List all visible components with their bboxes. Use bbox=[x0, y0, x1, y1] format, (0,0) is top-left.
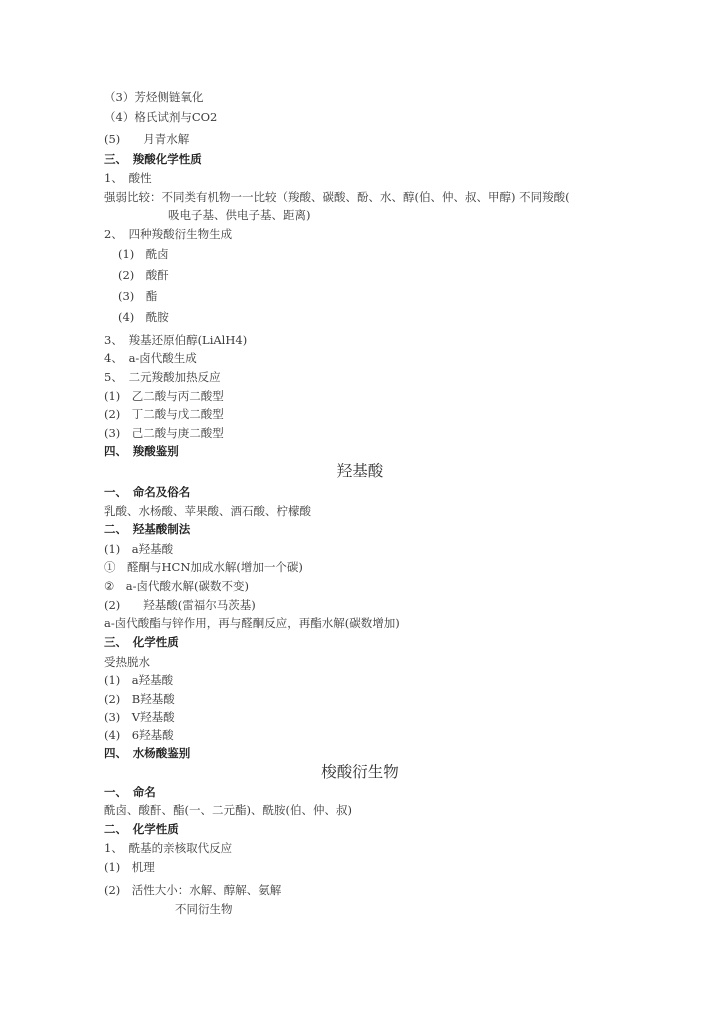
section-heading: 四、 羧酸鉴别 bbox=[104, 444, 179, 458]
list-item: (4) 酰胺 bbox=[118, 310, 169, 324]
list-item: (2) 酸酐 bbox=[118, 268, 169, 282]
text-line: 2、 四种羧酸衍生物生成 bbox=[104, 227, 233, 241]
section-heading: 四、 水杨酸鉴别 bbox=[104, 746, 191, 760]
list-item: (2) B羟基酸 bbox=[104, 692, 175, 706]
text-line: 5、 二元羧酸加热反应 bbox=[104, 370, 221, 384]
list-item: (2) 丁二酸与戊二酸型 bbox=[104, 407, 224, 421]
section-heading: 三、 羧酸化学性质 bbox=[104, 152, 202, 166]
text-line: 酰卤、酸酐、酯(一、二元酯)、酰胺(伯、仲、叔) bbox=[104, 803, 352, 817]
list-item: (1) a羟基酸 bbox=[104, 542, 174, 556]
section-heading: 二、 化学性质 bbox=[104, 822, 179, 836]
text-line: 3、 羧基还原伯醇(LiAlH4) bbox=[104, 333, 248, 347]
section-title: 羟基酸 bbox=[336, 462, 384, 480]
section-heading: 二、 羟基酸制法 bbox=[104, 522, 191, 536]
list-item: (3) V羟基酸 bbox=[104, 710, 175, 724]
list-item: (2) 羟基酸(雷福尔马茨基) bbox=[104, 598, 256, 612]
text-line: 乳酸、水杨酸、苹果酸、酒石酸、柠檬酸 bbox=[104, 504, 311, 518]
list-item: (3) 己二酸与庚二酸型 bbox=[104, 426, 224, 440]
text-line: 4、 a-卤代酸生成 bbox=[104, 351, 197, 365]
list-item: (1) 机理 bbox=[104, 860, 155, 874]
list-item: (1) 酰卤 bbox=[118, 247, 169, 261]
text-line: 强弱比较：不同类有机物一一比较（羧酸、碳酸、酚、水、醇(伯、仲、叔、甲醇) 不同羧酸( bbox=[104, 190, 570, 204]
list-item: (2) 活性大小：水解、醇解、氨解 bbox=[104, 883, 282, 897]
text-line: a-卤代酸酯与锌作用，再与醛酮反应，再酯水解(碳数增加) bbox=[104, 616, 400, 630]
list-item: (4) 6羟基酸 bbox=[104, 728, 174, 742]
section-heading: 一、 命名 bbox=[104, 785, 156, 799]
text-line: 不同衍生物 bbox=[175, 902, 233, 916]
list-item: ① 醛酮与HCN加成水解(增加一个碳) bbox=[104, 560, 303, 574]
list-item: (3) 酯 bbox=[118, 289, 158, 303]
text-line: 受热脱水 bbox=[104, 655, 150, 669]
section-title: 梭酸衍生物 bbox=[321, 763, 399, 781]
list-item: (1) 乙二酸与丙二酸型 bbox=[104, 389, 224, 403]
text-line: 吸电子基、供电子基、距离) bbox=[168, 208, 311, 222]
text-line: (5) 月青水解 bbox=[104, 132, 190, 146]
text-line: 1、 酸性 bbox=[104, 171, 152, 185]
text-line: 1、 酰基的亲核取代反应 bbox=[104, 841, 233, 855]
text-line: （4）格氏试剂与CO2 bbox=[104, 110, 218, 124]
list-item: ② a-卤代酸水解(碳数不变) bbox=[104, 579, 250, 593]
text-line: （3）芳烃侧链氧化 bbox=[104, 90, 204, 104]
list-item: (1) a羟基酸 bbox=[104, 673, 174, 687]
section-heading: 三、 化学性质 bbox=[104, 635, 179, 649]
section-heading: 一、 命名及俗名 bbox=[104, 485, 191, 499]
